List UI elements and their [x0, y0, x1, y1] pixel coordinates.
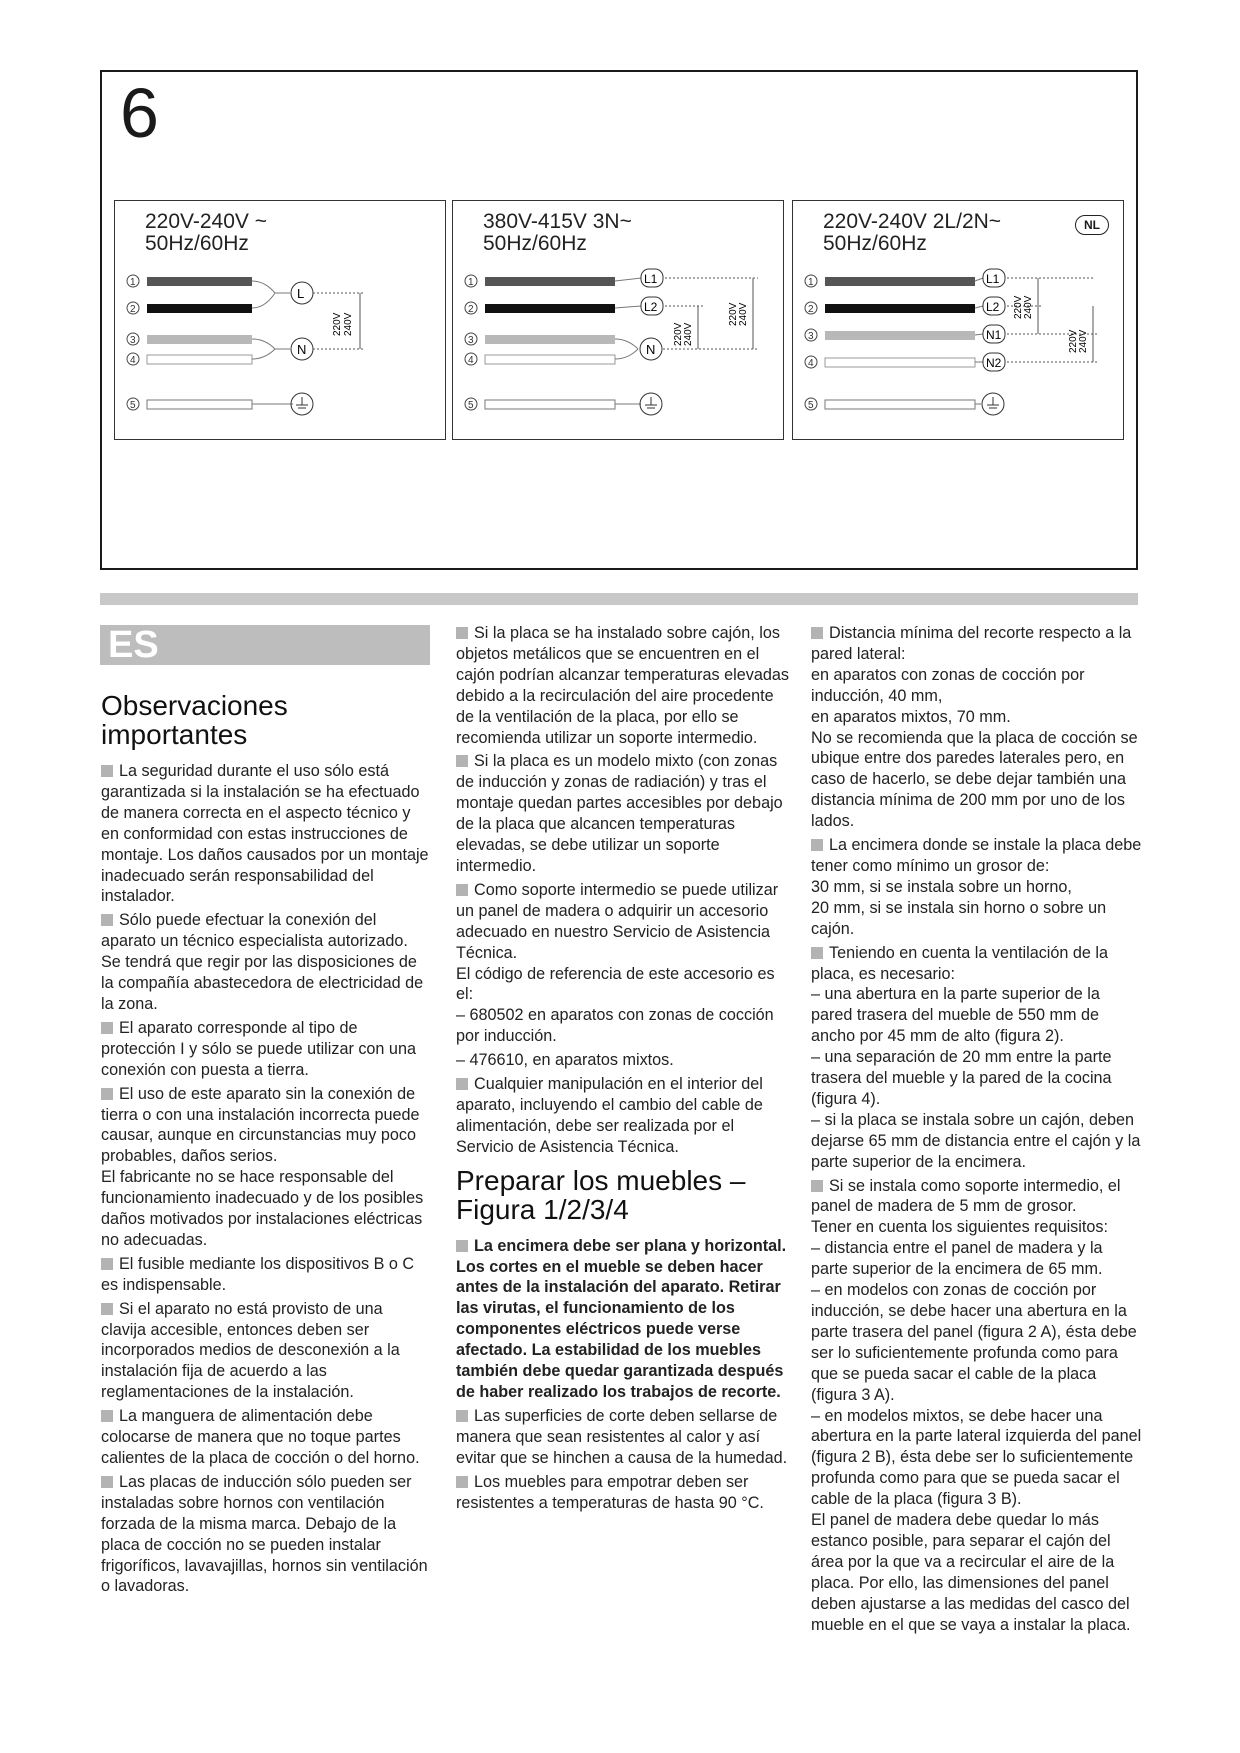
wire-3: [147, 335, 252, 344]
svg-text:220V: 220V: [1068, 329, 1079, 353]
paragraph: El código de referencia de este accesorio es el:: [456, 964, 775, 1004]
panel-1-title: 220V-240V ~ 50Hz/60Hz: [145, 210, 268, 255]
svg-text:5: 5: [468, 400, 474, 411]
terminal-label-L2: L2: [986, 300, 1000, 314]
wire-number-4: 4: [130, 355, 136, 366]
paragraph: Las placas de inducción sólo pueden ser instaladas sobre hornos con ventilación forzada de la misma marca. Debajo de la placa de cocción no se pueden instalar frigoríficos, lavavajillas, hornos sin ventilación o lavadoras.: [101, 1472, 428, 1596]
paragraph: 20 mm, si se instala sin horno o sobre un cajón.: [811, 898, 1107, 938]
wire-number-2: 2: [130, 304, 136, 315]
terminal-label-N2: N2: [986, 356, 1002, 370]
paragraph: Tener en cuenta los siguientes requisitos:: [811, 1218, 1108, 1237]
terminal-label-L: L: [297, 286, 305, 301]
section-divider: [100, 593, 1138, 605]
wiring-diagram-2: [453, 201, 783, 439]
nl-badge: NL: [1075, 215, 1109, 235]
svg-text:220V: 220V: [1013, 295, 1024, 319]
terminal-label-L1: L1: [644, 272, 658, 286]
svg-text:220V: 220V: [728, 302, 739, 326]
terminal-label-L1: L1: [986, 272, 1000, 286]
paragraph: – 680502 en aparatos con zonas de cocción por inducción.: [456, 1006, 774, 1046]
paragraph: Sólo puede efectuar la conexión del aparato un técnico especialista autorizado. Se tendrá que regir por las disposiciones de la compañía abastecedora de electricidad de la zona.: [101, 911, 424, 1013]
paragraph: El aparato corresponde al tipo de protección I y sólo se puede utilizar con una conexión con puesta a tierra.: [101, 1018, 416, 1079]
svg-text:3: 3: [468, 335, 474, 346]
paragraph: en aparatos con zonas de cocción por inducción, 40 mm,: [811, 665, 1085, 705]
svg-text:4: 4: [808, 358, 814, 369]
wire-number-3: 3: [130, 335, 136, 346]
panel-2-title: 380V-415V 3N~ 50Hz/60Hz: [483, 210, 632, 255]
paragraph: El fusible mediante los dispositivos B o C es indispensable.: [101, 1254, 415, 1294]
column-1: [101, 683, 431, 1600]
wire-1: [147, 277, 252, 286]
language-tab: ES: [100, 625, 430, 665]
svg-text:220V: 220V: [673, 322, 684, 346]
svg-text:1: 1: [808, 277, 814, 288]
svg-text:240V: 240V: [1023, 295, 1034, 319]
paragraph: 30 mm, si se instala sobre un horno,: [811, 877, 1072, 896]
paragraph: Los muebles para empotrar deben ser resistentes a temperaturas de hasta 90 °C.: [456, 1472, 764, 1512]
paragraph: La seguridad durante el uso sólo está garantizada si la instalación se ha efectuado de manera correcta en el aspecto técnico y en conformidad con estas instrucciones de montaje. Los daños causados por un montaje inadecuado serán responsabilidad del instalador.: [101, 762, 429, 906]
svg-text:4: 4: [468, 355, 474, 366]
svg-text:3: 3: [808, 331, 814, 342]
figure-6-box: [100, 70, 1138, 570]
paragraph: Si el aparato no está provisto de una clavija accesible, entonces deben ser incorporados medios de desconexión a la instalación fija de acuerdo a las reglamentaciones de la instalación.: [101, 1299, 400, 1402]
wire-number-1: 1: [130, 277, 136, 288]
paragraph: – una abertura en la parte superior de la pared trasera del mueble de 550 mm de ancho por 45 mm de alto (figura 2).: [811, 985, 1100, 1046]
paragraph: El uso de este aparato sin la conexión de tierra o con una instalación incorrecta puede causar, aunque en circunstancias muy poco probables, daños serios.: [101, 1084, 420, 1166]
paragraph: Distancia mínima del recorte respecto a la pared lateral:: [811, 624, 1132, 663]
paragraph: – si la placa se instala sobre un cajón, deben dejarse 65 mm de distancia entre el cajón y la parte superior de la encimera.: [811, 1110, 1141, 1171]
paragraph: No se recomienda que la placa de cocción se ubique entre dos paredes laterales pero, en caso de hacerlo, se debe dejar también una distancia mínima de 200 mm por uno de los lados.: [811, 728, 1138, 831]
paragraph: – una separación de 20 mm entre la parte trasera del mueble y la pared de la cocina (figura 4).: [811, 1048, 1112, 1108]
paragraph: Si se instala como soporte intermedio, el panel de madera de 5 mm de grosor.: [811, 1176, 1121, 1216]
svg-text:240V: 240V: [738, 302, 749, 326]
wire-number-5: 5: [130, 400, 136, 411]
svg-text:240V: 240V: [1078, 329, 1089, 353]
wire-2: [147, 304, 252, 313]
paragraph: La manguera de alimentación debe colocarse de manera que no toque partes calientes de la placa de cocción o del horno.: [101, 1407, 420, 1467]
svg-text:240V: 240V: [683, 322, 694, 346]
paragraph: Como soporte intermedio se puede utilizar un panel de madera o adquirir un accesorio adecuado en nuestro Servicio de Asistencia Técnica.: [456, 880, 779, 962]
paragraph: La encimera debe ser plana y horizontal. Los cortes en el mueble se deben hacer antes de la instalación del aparato. Retirar las virutas, el funcionamiento de los componentes eléctricos puede verse afectado. La estabilidad de los muebles también debe quedar garantizada después de haber realizado los trabajos de recorte.: [456, 1236, 787, 1401]
wiring-panel-3: [792, 200, 1124, 440]
wiring-panel-1: [114, 200, 446, 440]
paragraph: Si la placa es un modelo mixto (con zonas de inducción y zonas de radiación) y tras el montaje quedan partes accesibles por debajo de la placa que alcancen temperaturas elevadas, se debe utilizar un soporte intermedio.: [456, 752, 783, 875]
terminal-label-L2: L2: [644, 300, 658, 314]
heading-preparar-muebles: Preparar los muebles – Figura 1/2/3/4: [456, 1164, 746, 1225]
paragraph: Cualquier manipulación en el interior del aparato, incluyendo el cambio del cable de alimentación, debe ser realizada por el Servicio de Asistencia Técnica.: [456, 1075, 763, 1156]
wiring-diagram-3: [793, 201, 1123, 439]
paragraph: – en modelos con zonas de cocción por inducción, se debe hacer una abertura en la parte trasera del panel (figura 2 A), ésta debe ser lo suficientemente profunda como para que se pueda sacar el cable de la placa (figura 3 A).: [811, 1281, 1137, 1404]
paragraph: – en modelos mixtos, se debe hacer una abertura en la parte lateral izquierda del panel (figura 2 B), ésta debe ser lo suficientemente profunda como para que se pueda sacar el cable de la placa (figura 3 B).: [811, 1406, 1142, 1509]
paragraph: La encimera donde se instale la placa debe tener como mínimo un grosor de:: [811, 836, 1142, 875]
figure-number: 6: [120, 74, 159, 152]
column-2: [456, 623, 791, 1516]
terminal-label-N: N: [297, 342, 307, 357]
paragraph: en aparatos mixtos, 70 mm.: [811, 707, 1011, 726]
paragraph: El panel de madera debe quedar lo más estanco posible, para separar el cajón del área por la que va a recircular el aire de la placa. Por ello, las dimensiones del panel deben ajustarse a las medidas del casco del mueble en el que se vaya a instalar la placa.: [811, 1511, 1131, 1634]
panel-3-title: 220V-240V 2L/2N~ 50Hz/60Hz: [823, 210, 1002, 255]
voltage-label-1: 220V: [332, 312, 343, 336]
heading-observaciones: Observaciones importantes: [101, 690, 288, 750]
paragraph: Las superficies de corte deben sellarse de manera que sean resistentes al calor y así evitar que se hinchen a causa de la humedad.: [456, 1406, 788, 1467]
paragraph: Si la placa se ha instalado sobre cajón, los objetos metálicos que se encuentren en el cajón podrían alcanzar temperaturas elevadas debido a la recirculación del aire procedente de la ventilación de la placa, por ello se recomienda utilizar un soporte intermedio.: [456, 624, 789, 747]
voltage-label-1b: 240V: [343, 312, 354, 336]
wire-4: [147, 355, 252, 364]
svg-text:1: 1: [468, 277, 474, 288]
paragraph: Teniendo en cuenta la ventilación de la placa, es necesario:: [811, 943, 1108, 983]
svg-text:2: 2: [808, 304, 814, 315]
wiring-panel-2: [452, 200, 784, 440]
svg-text:2: 2: [468, 304, 474, 315]
paragraph: – 476610, en aparatos mixtos.: [456, 1051, 674, 1070]
terminal-label-N1: N1: [986, 328, 1002, 342]
wire-5: [147, 400, 252, 409]
paragraph: – distancia entre el panel de madera y la parte superior de la encimera de 65 mm.: [811, 1239, 1103, 1279]
svg-text:5: 5: [808, 400, 814, 411]
column-3: [811, 623, 1143, 1636]
terminal-label-N: N: [646, 342, 656, 357]
wiring-diagram-1: [115, 201, 445, 439]
paragraph: El fabricante no se hace responsable del funcionamiento inadecuado y de los posibles daños motivados por instalaciones eléctricas no adecuadas.: [101, 1168, 424, 1249]
